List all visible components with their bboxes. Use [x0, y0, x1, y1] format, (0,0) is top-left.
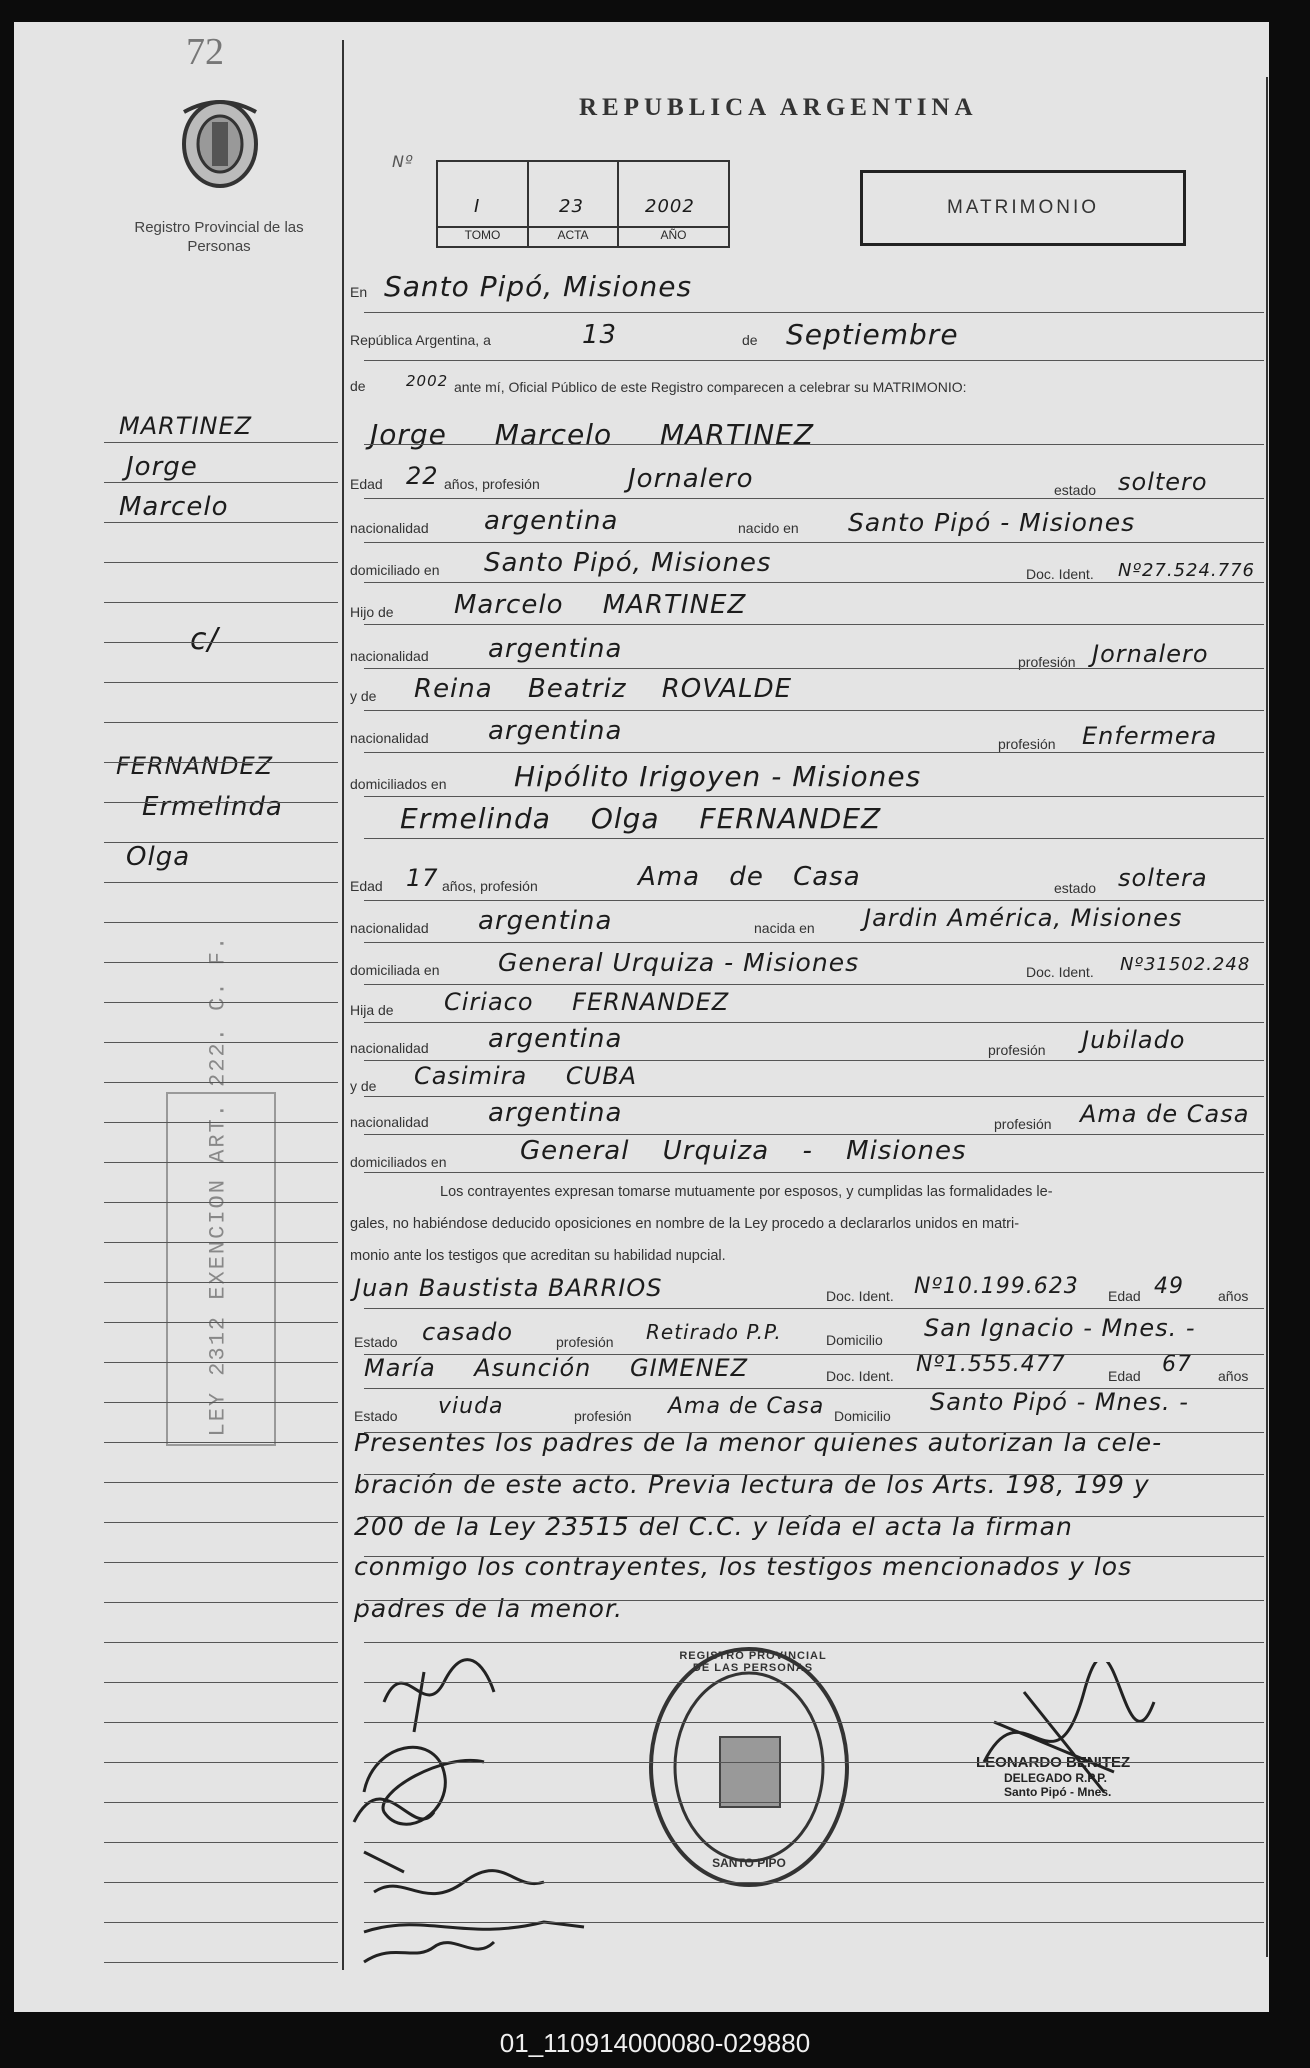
groom-doc-label: Doc. Ident. — [1026, 566, 1094, 582]
body-ruled-line — [364, 1172, 1264, 1173]
en-label: En — [350, 284, 368, 300]
footer-id: 01_110914000080-029880 — [499, 2028, 811, 2058]
margin-bride-surname: FERNANDEZ — [116, 752, 274, 780]
bride-edad-label: Edad — [350, 878, 383, 894]
witness2-profession: Ama de Casa — [668, 1394, 825, 1419]
witness1-domicile: San Ignacio - Mnes. - — [924, 1314, 1196, 1342]
body-ruled-line — [364, 1556, 1264, 1557]
declaration-line2: gales, no habiéndose deducido oposiciones en nombre de la Ley procedo a declararlos unidos en matri- — [350, 1216, 1020, 1232]
margin-ruled-line — [104, 842, 338, 843]
margin-ruled-line — [104, 1962, 338, 1963]
groom-profesion-label: años, profesión — [444, 476, 540, 492]
margin-ruled-line — [104, 1202, 338, 1203]
groom-birthplace: Santo Pipó - Misiones — [848, 508, 1136, 537]
groom-prof-label: profesión — [1018, 654, 1076, 670]
margin-ruled-line — [104, 722, 338, 723]
de-label: de — [742, 332, 758, 348]
margin-ruled-line — [104, 762, 338, 763]
witness1-estado-label: Estado — [354, 1334, 398, 1350]
bride-birthplace: Jardin América, Misiones — [864, 904, 1183, 932]
bride-father-nat: argentina — [488, 1024, 623, 1054]
month: Septiembre — [786, 318, 959, 351]
margin-ruled-line — [104, 1362, 338, 1363]
body-ruled-line — [364, 1354, 1264, 1355]
body-ruled-line — [364, 1642, 1264, 1643]
body-ruled-line — [364, 542, 1264, 543]
margin-ruled-line — [104, 1242, 338, 1243]
exemption-stamp-text: LEY 2312 EXENCION ART. 222. C. F. — [205, 934, 231, 1437]
note-line: bración de este acto. Previa lectura de los Arts. 198, 199 y — [354, 1470, 1150, 1499]
margin-ruled-line — [104, 562, 338, 563]
groom-parents-dom: Hipólito Irigoyen - Misiones — [514, 760, 922, 793]
body-ruled-line — [364, 838, 1264, 839]
witness1-name: Juan Baustista BARRIOS — [354, 1274, 663, 1302]
body-ruled-line — [364, 1922, 1264, 1923]
bride-father: Ciriaco FERNANDEZ — [444, 988, 730, 1016]
body-ruled-line — [364, 1388, 1264, 1389]
margin-ruled-line — [104, 1602, 338, 1603]
body-ruled-line — [364, 312, 1264, 313]
groom-name: Jorge Marcelo MARTINEZ — [370, 418, 815, 451]
bride-parents-dom: General Urquiza - Misiones — [520, 1136, 967, 1166]
groom-father-nat: argentina — [488, 634, 623, 664]
bride-status: soltera — [1118, 864, 1208, 892]
margin-ruled-line — [104, 642, 338, 643]
groom-mother-nat: argentina — [488, 716, 623, 746]
bride-prof-label: profesión — [988, 1042, 1046, 1058]
body-ruled-line — [364, 1842, 1264, 1843]
bride-profesion-label: años, profesión — [442, 878, 538, 894]
witness2-name: María Asunción GIMENEZ — [364, 1354, 749, 1382]
witness2-age: 67 — [1162, 1352, 1192, 1377]
official-stamp-line2: DELEGADO R.P.P. — [1004, 1771, 1107, 1785]
margin-ruled-line — [104, 1642, 338, 1643]
body-ruled-line — [364, 1060, 1264, 1061]
body-ruled-line — [364, 624, 1264, 625]
witness1-anos-label: años — [1218, 1288, 1249, 1304]
bride-dom-label: domiciliada en — [350, 962, 440, 978]
margin-ruled-line — [104, 1042, 338, 1043]
groom-edad-label: Edad — [350, 476, 383, 492]
acta-value: 23 — [559, 196, 584, 217]
acta-label: ACTA — [529, 226, 617, 246]
margin-ruled-line — [104, 482, 338, 483]
official-stamp-line3: Santo Pipó - Mnes. — [1004, 1785, 1112, 1799]
groom-dom-label: domiciliado en — [350, 562, 440, 578]
margin-ruled-line — [104, 1162, 338, 1163]
margin-bride-given2: Olga — [126, 842, 191, 872]
groom-nationality: argentina — [484, 506, 619, 536]
note-line: conmigo los contrayentes, los testigos mencionados y los — [354, 1552, 1133, 1581]
margin-ruled-line — [104, 1882, 338, 1883]
declaration-line1: Los contrayentes expresan tomarse mutuamente por esposos, y cumplidas las formalidades le- — [440, 1184, 1053, 1200]
margin-ruled-line — [104, 522, 338, 523]
margin-ruled-line — [104, 1522, 338, 1523]
groom-father-prof: Jornalero — [1092, 640, 1209, 668]
bride-profession: Ama de Casa — [638, 862, 861, 892]
place: Santo Pipó, Misiones — [384, 270, 693, 303]
groom-prof2-label: profesión — [998, 736, 1056, 752]
body-ruled-line — [364, 668, 1264, 669]
body-ruled-line — [364, 900, 1264, 901]
body-ruled-line — [364, 1682, 1264, 1683]
body-ruled-line — [364, 498, 1264, 499]
margin-ruled-line — [104, 1562, 338, 1563]
day: 13 — [582, 320, 618, 350]
groom-profession: Jornalero — [628, 464, 754, 494]
body-ruled-line — [364, 1096, 1264, 1097]
margin-ruled-line — [104, 962, 338, 963]
bride-doc-label: Doc. Ident. — [1026, 964, 1094, 980]
witness2-edad-label: Edad — [1108, 1368, 1141, 1384]
bride-hija-label: Hija de — [350, 1002, 394, 1018]
groom-yde-label: y de — [350, 688, 377, 704]
margin-ruled-line — [104, 1762, 338, 1763]
margin-ruled-line — [104, 1122, 338, 1123]
witness2-domicile: Santo Pipó - Mnes. - — [930, 1388, 1189, 1416]
margin-ruled-line — [104, 602, 338, 603]
country-title: REPUBLICA ARGENTINA — [579, 94, 978, 121]
body-ruled-line — [364, 1722, 1264, 1723]
margin-ruled-line — [104, 442, 338, 443]
margin-ruled-line — [104, 1802, 338, 1803]
margin-ruled-line — [104, 1282, 338, 1283]
no-label: Nº — [392, 152, 414, 171]
body-ruled-line — [364, 360, 1264, 361]
right-border — [1266, 77, 1268, 1957]
groom-nac3-label: nacionalidad — [350, 730, 429, 746]
registry-seal-icon — [644, 1642, 854, 1892]
witness1-doc-label: Doc. Ident. — [826, 1288, 894, 1304]
official-stamp-line1: LEONARDO BENITEZ — [976, 1754, 1131, 1771]
body-ruled-line — [364, 942, 1264, 943]
witness1-status: casado — [422, 1318, 514, 1346]
bride-mother-prof: Ama de Casa — [1080, 1100, 1250, 1128]
body-ruled-line — [364, 1308, 1264, 1309]
bride-nac2-label: nacionalidad — [350, 1040, 429, 1056]
body-ruled-line — [364, 752, 1264, 753]
de2-label: de — [350, 378, 366, 394]
witness2-doc: Nº1.555.477 — [916, 1352, 1066, 1377]
margin-ruled-line — [104, 802, 338, 803]
margin-ruled-line — [104, 1402, 338, 1403]
bride-doms-label: domiciliados en — [350, 1154, 447, 1170]
witness1-edad-label: Edad — [1108, 1288, 1141, 1304]
bride-mother-nat: argentina — [488, 1098, 623, 1128]
margin-ruled-line — [104, 882, 338, 883]
groom-nacido-label: nacido en — [738, 520, 799, 536]
witness2-anos-label: años — [1218, 1368, 1249, 1384]
ano-label: AÑO — [619, 226, 728, 246]
document-type-box — [860, 170, 1186, 246]
margin-ruled-line — [104, 1482, 338, 1483]
margin-conjunction: c/ — [190, 622, 219, 657]
groom-estado-label: estado — [1054, 482, 1097, 498]
exemption-stamp — [166, 934, 276, 1446]
bride-nac-label: nacionalidad — [350, 920, 429, 936]
witness1-doc: Nº10.199.623 — [914, 1274, 1079, 1299]
body-ruled-line — [364, 582, 1264, 583]
witness2-doc-label: Doc. Ident. — [826, 1368, 894, 1384]
margin-ruled-line — [104, 1442, 338, 1443]
note-line: 200 de la Ley 23515 del C.C. y leída el acta la firman — [354, 1512, 1073, 1541]
year: 2002 — [406, 372, 449, 390]
body-ruled-line — [364, 1762, 1264, 1763]
witness1-profession: Retirado P.P. — [646, 1320, 782, 1344]
body-ruled-line — [364, 1882, 1264, 1883]
note-line: Presentes los padres de la menor quienes autorizan la cele- — [354, 1428, 1163, 1457]
margin-ruled-line — [104, 1002, 338, 1003]
witness1-age: 49 — [1154, 1274, 1184, 1299]
margin-groom-given1: Jorge — [126, 452, 198, 482]
witness2-estado-label: Estado — [354, 1408, 398, 1424]
bride-doc: Nº31502.248 — [1120, 954, 1251, 975]
seal-bottom-text: SANTO PIPO — [712, 1856, 786, 1870]
ano-value: 2002 — [645, 196, 695, 217]
witness1-dom-label: Domicilio — [826, 1332, 883, 1348]
bride-estado-label: estado — [1054, 880, 1097, 896]
intro-rest: ante mí, Oficial Público de este Registro comparecen a celebrar su MATRIMONIO: — [454, 379, 967, 395]
body-ruled-line — [364, 1516, 1264, 1517]
witness2-dom-label: Domicilio — [834, 1408, 891, 1424]
declaration-line3: monio ante los testigos que acreditan su habilidad nupcial. — [350, 1248, 726, 1264]
margin-bride-given1: Ermelinda — [142, 792, 283, 822]
coat-of-arms-icon — [172, 92, 268, 192]
body-ruled-line — [364, 1600, 1264, 1601]
page-number: 72 — [186, 31, 224, 73]
bride-nac3-label: nacionalidad — [350, 1114, 429, 1130]
document-page — [14, 22, 1269, 2012]
bride-domicile: General Urquiza - Misiones — [498, 948, 860, 977]
groom-mother-prof: Enfermera — [1082, 722, 1218, 750]
margin-ruled-line — [104, 1842, 338, 1843]
groom-nac-label: nacionalidad — [350, 520, 429, 536]
tomo-value: I — [474, 196, 481, 217]
margin-ruled-line — [104, 1922, 338, 1923]
margin-groom-given2: Marcelo — [119, 492, 229, 522]
groom-age: 22 — [406, 462, 439, 490]
bride-age: 17 — [406, 864, 439, 892]
groom-domicile: Santo Pipó, Misiones — [484, 548, 772, 578]
bride-nationality: argentina — [478, 906, 613, 936]
registry-box — [436, 160, 730, 248]
groom-father: Marcelo MARTINEZ — [454, 590, 747, 620]
body-ruled-line — [364, 1134, 1264, 1135]
witness1-prof-label: profesión — [556, 1334, 614, 1350]
republica-label: República Argentina, a — [350, 332, 491, 348]
bride-name: Ermelinda Olga FERNANDEZ — [400, 802, 882, 835]
margin-ruled-line — [104, 1722, 338, 1723]
body-ruled-line — [364, 1802, 1264, 1803]
body-ruled-line — [364, 984, 1264, 985]
bride-prof2-label: profesión — [994, 1116, 1052, 1132]
margin-ruled-line — [104, 1322, 338, 1323]
margin-ruled-line — [104, 1082, 338, 1083]
margin-ruled-line — [104, 922, 338, 923]
groom-hijo-label: Hijo de — [350, 604, 394, 620]
groom-nac2-label: nacionalidad — [350, 648, 429, 664]
margin-ruled-line — [104, 1682, 338, 1683]
official-stamp — [976, 1754, 1196, 1799]
body-ruled-line — [364, 1432, 1264, 1433]
body-ruled-line — [364, 444, 1264, 445]
body-ruled-line — [364, 1022, 1264, 1023]
groom-status: soltero — [1118, 468, 1208, 496]
bride-yde-label: y de — [350, 1078, 377, 1094]
note-line: padres de la menor. — [354, 1594, 623, 1623]
witness2-prof-label: profesión — [574, 1408, 632, 1424]
margin-ruled-line — [104, 682, 338, 683]
registry-label: Registro Provincial de las Personas — [134, 219, 304, 255]
groom-doms-label: domiciliados en — [350, 776, 447, 792]
body-ruled-line — [364, 710, 1264, 711]
tomo-label: TOMO — [438, 226, 527, 246]
body-ruled-line — [364, 1474, 1264, 1475]
bride-nacida-label: nacida en — [754, 920, 815, 936]
seal-ring-text: REGISTRO PROVINCIAL DE LAS PERSONAS — [679, 1650, 827, 1674]
groom-mother: Reina Beatriz ROVALDE — [414, 674, 793, 704]
bride-father-prof: Jubilado — [1082, 1026, 1186, 1054]
witness2-status: viuda — [438, 1394, 504, 1419]
margin-groom-surname: MARTINEZ — [119, 412, 253, 440]
groom-doc: Nº27.524.776 — [1118, 560, 1256, 581]
body-ruled-line — [364, 796, 1264, 797]
bride-mother: Casimira CUBA — [414, 1062, 638, 1090]
document-type: MATRIMONIO — [946, 197, 1100, 218]
